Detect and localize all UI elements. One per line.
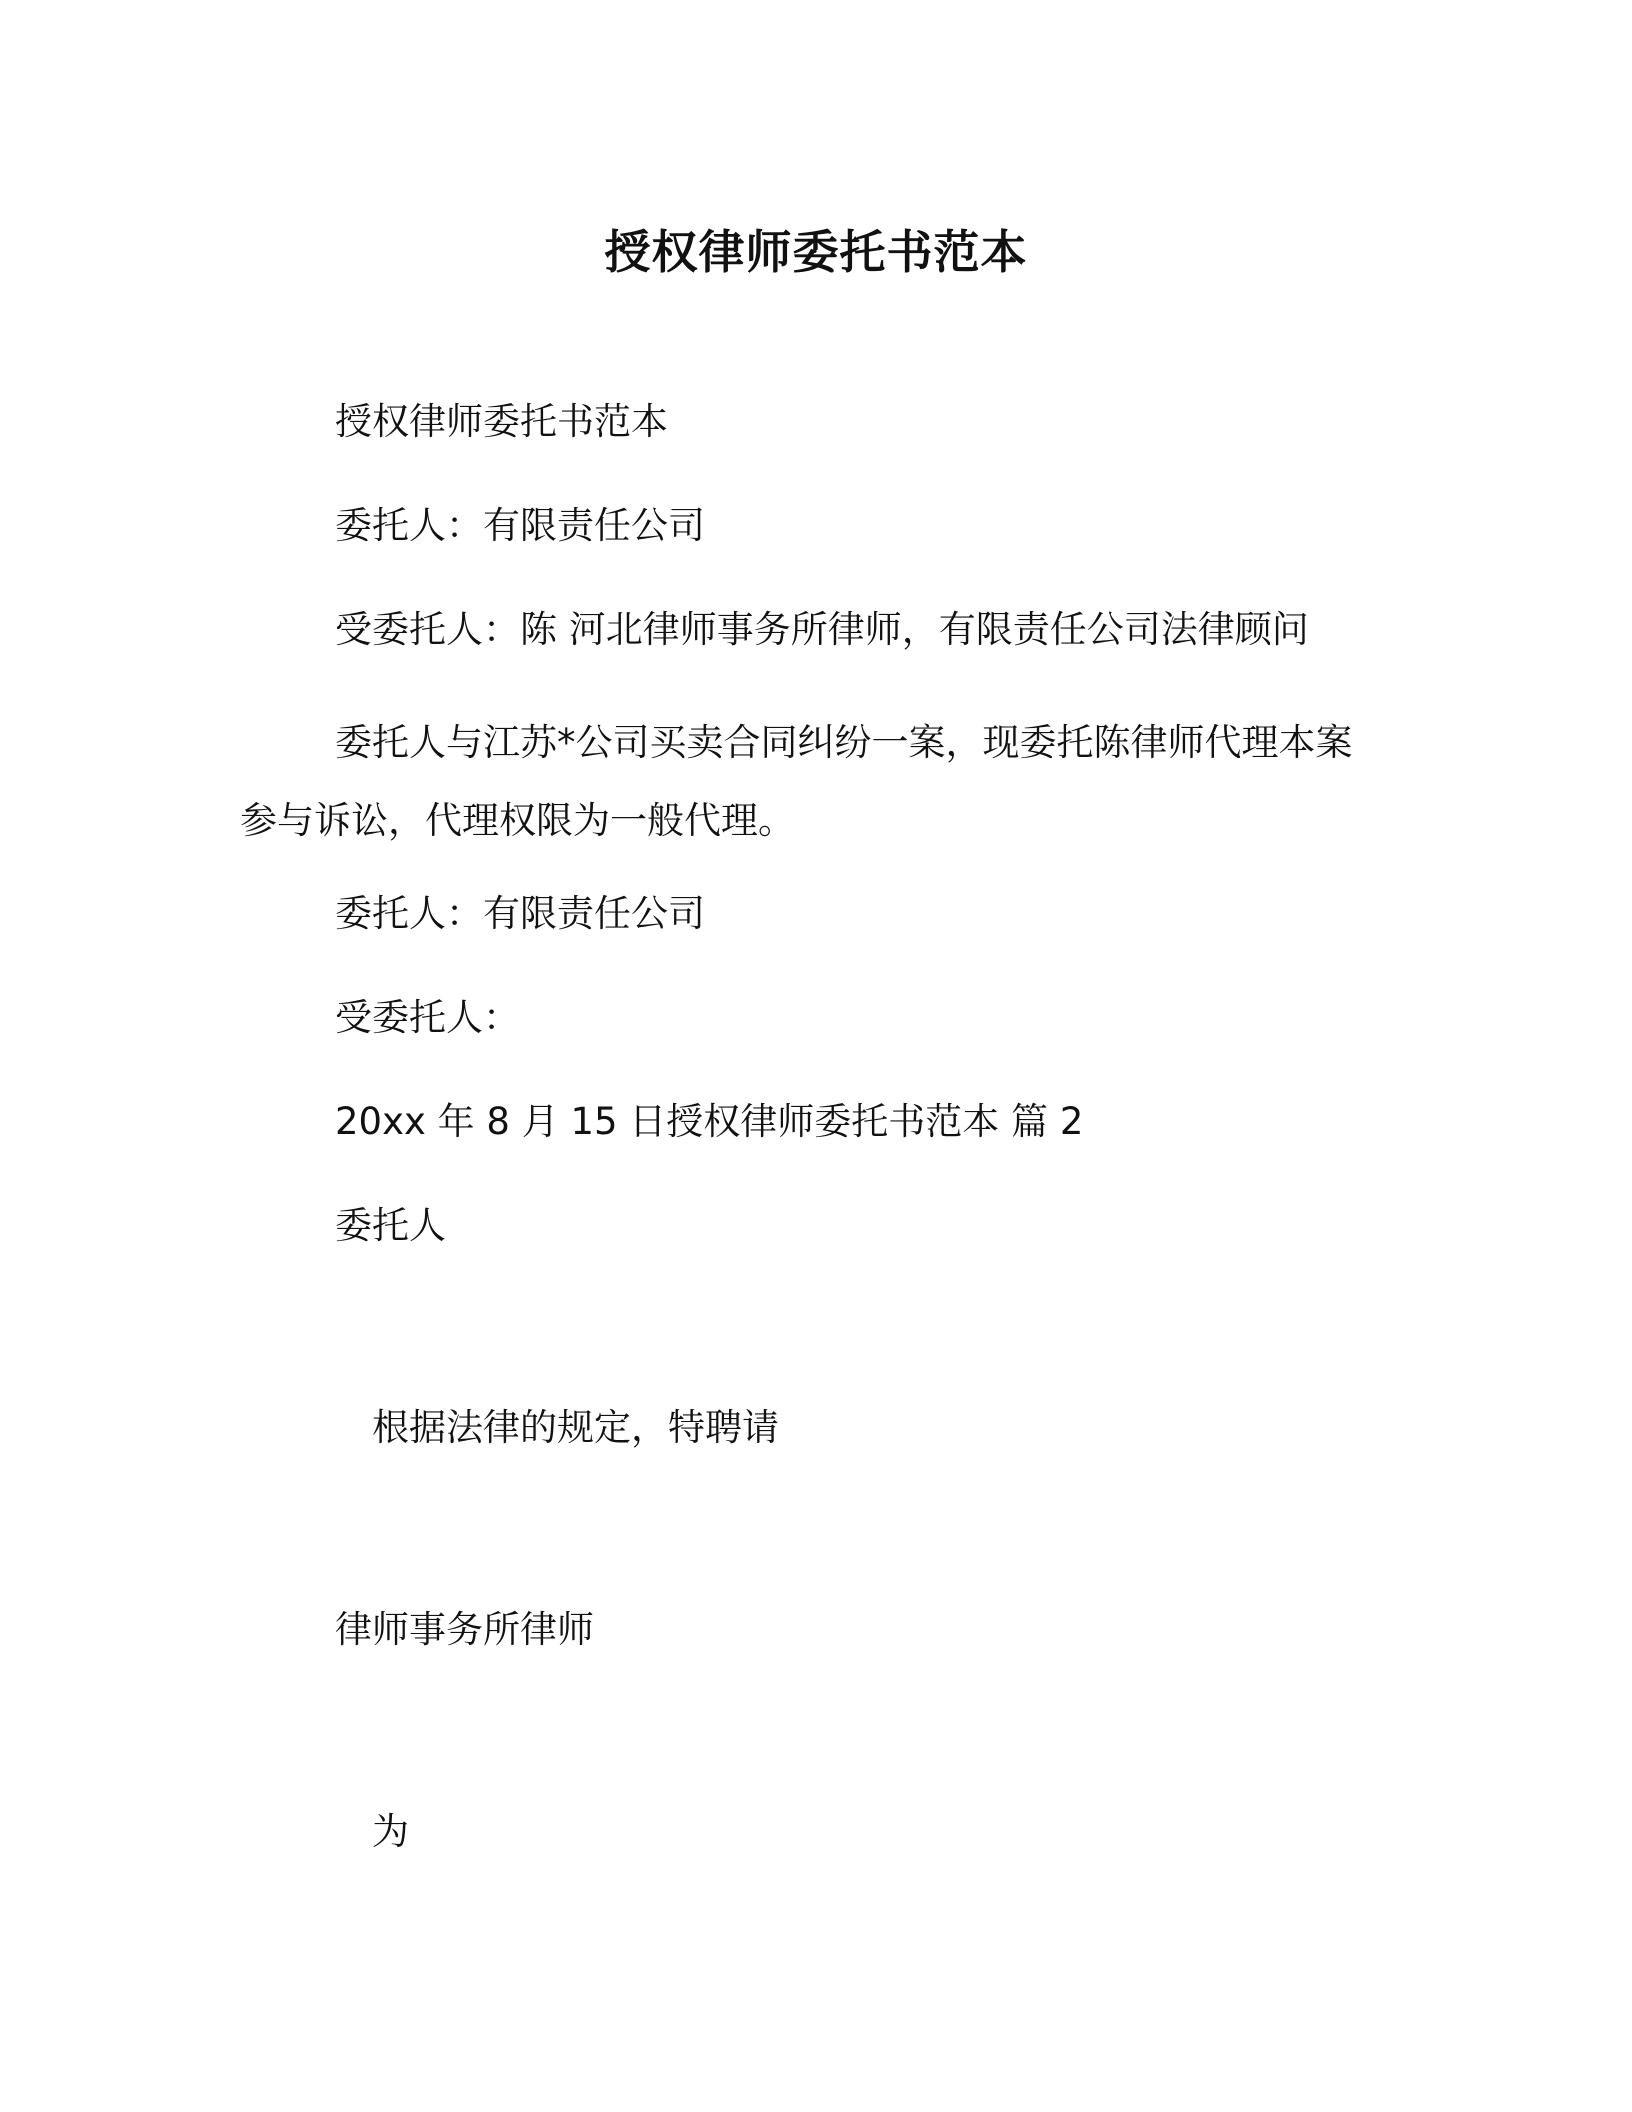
paragraph-law-firm: 律师事务所律师 xyxy=(335,1608,594,1651)
paragraph-heading-repeat: 授权律师委托书范本 xyxy=(335,400,668,443)
paragraph-principal: 委托人：有限责任公司 xyxy=(335,504,705,547)
paragraph-agent: 受委托人：陈 河北律师事务所律师，有限责任公司法律顾问 xyxy=(335,608,1309,651)
document-title: 授权律师委托书范本 xyxy=(604,225,1028,279)
paragraph-legal-basis: 根据法律的规定，特聘请 xyxy=(372,1406,779,1449)
paragraph-case-description: 委托人与江苏*公司买卖合同纠纷一案，现委托陈律师代理本案参与诉讼，代理权限为一般代理。 xyxy=(240,721,1353,842)
paragraph-date-section-2: 20xx 年 8 月 15 日授权律师委托书范本 篇 2 xyxy=(335,1100,1084,1143)
paragraph-as: 为 xyxy=(372,1810,409,1853)
paragraph-agent-signature: 受委托人： xyxy=(335,996,520,1039)
paragraph-principal-label: 委托人 xyxy=(335,1204,446,1247)
paragraph-principal-signature: 委托人：有限责任公司 xyxy=(335,892,705,935)
